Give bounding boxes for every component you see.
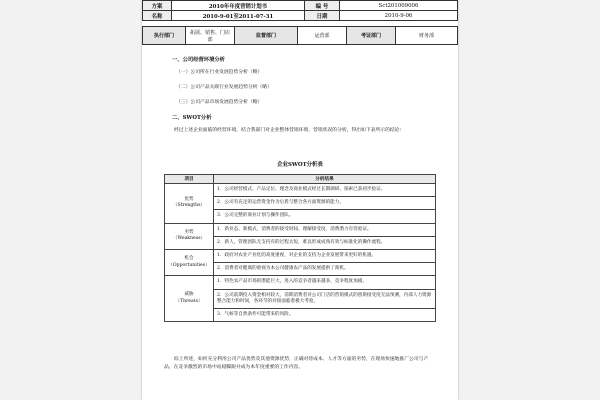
supervise-dept-label: 监督部门 [235,27,298,45]
document-page [142,0,458,400]
swot-opportunities-label: 机会 （Opportunities） [165,250,214,276]
section1-item: （二）公司产品关联行业发展趋势分析（略） [176,85,272,90]
plan-period: 2010-9-01至2011-07-31 [172,11,305,21]
name-label: 名称 [143,11,172,21]
department-table [142,26,458,45]
strength-point: 3．公司完整的商业计划与操作团队。 [214,210,436,223]
weakness-point: 1．新业态、新模式，消费者的接受时间、理解接受度、消费潜力有待验证。 [214,223,436,236]
plan-header-table [142,0,458,21]
audit-dept-label: 考证部门 [347,27,396,45]
swot-strengths-label: 优势 （Strengths） [165,184,214,224]
section2-heading: 二、SWOT分析 [172,115,212,121]
swot-weakness-label: 劣势 （Weakness） [165,223,214,249]
threat-point: 1．特色农产品市场的潜能巨大，进入的竞争者越来越多，竞争程度加剧。 [214,276,436,289]
weakness-point: 2．新人，管理团队无支持有的过程太短，难以形成成熟有效与标准化的操作流程。 [214,236,436,249]
plan-title: 2010年年度营销计划书 [172,1,305,11]
section2-intro: 经过上述企业面临的经营环境，结合我部门对企业整体营销环境、营销状况的分析，得出如下表所示的结论： [174,128,405,133]
number-label: 编 号 [305,1,340,11]
swot-col-item: 项目 [165,175,214,184]
opportunity-point: 2．消费者对健康的重视为本公司健康农产品的发展提供了商机。 [214,263,436,276]
audit-dept-value: 财务部 [396,27,458,45]
plan-label: 方案 [143,1,172,11]
strength-point: 1．公司经营模式、产品定位、理念及商业模式经过长期调研、探索已获初步验证。 [214,184,436,197]
strength-point: 2．公司有充足的运营资金作为后盾与整合各方面资源的能力。 [214,197,436,210]
threat-point: 3．气候等自然条件可能带来的风险。 [214,309,436,322]
section1-item: （三）公司产品市场发展趋势分析（略） [176,100,263,105]
section-environment [172,57,434,121]
section1-heading: 一、公司经营环境分析 [172,57,225,63]
opportunity-point: 1．政府对农业产业化的高度重视，对企业的支持为企业发展带来更好的机遇。 [214,250,436,263]
swot-table-title: 企业SWOT分析表 [277,162,323,168]
plan-number: Sct201009006 [340,1,458,11]
swot-table [164,174,436,322]
plan-date: 2010-9-06 [340,11,458,21]
swot-col-result: 分析结果 [214,175,436,184]
threat-point: 2．公司前期投入资金相对较大，前期消费者对公司门店的营销模式的创新接受度无法预测，内部人力资源整合能力和时间，各环节的对接面临着极大考验。 [214,289,436,308]
date-label: 日期 [305,11,340,21]
conclusion-paragraph: 综上所述，如何充分利用公司产品优势及其他资源优势，正确对待成本、人才等方面的劣势，在现场快速地推广公司与产品，在竞争激烈的市场中站稳脚跟并成为本年度重要的工作内容。 [164,357,429,370]
exec-dept-label: 执行部门 [143,27,186,45]
section1-item: （一）公司所在行业发展趋势分析（略） [176,70,263,75]
swot-threats-label: 威胁 （Threats） [165,276,214,322]
exec-dept-value: 拓展、销售、门店部 [186,27,235,45]
supervise-dept-value: 运营部 [298,27,347,45]
